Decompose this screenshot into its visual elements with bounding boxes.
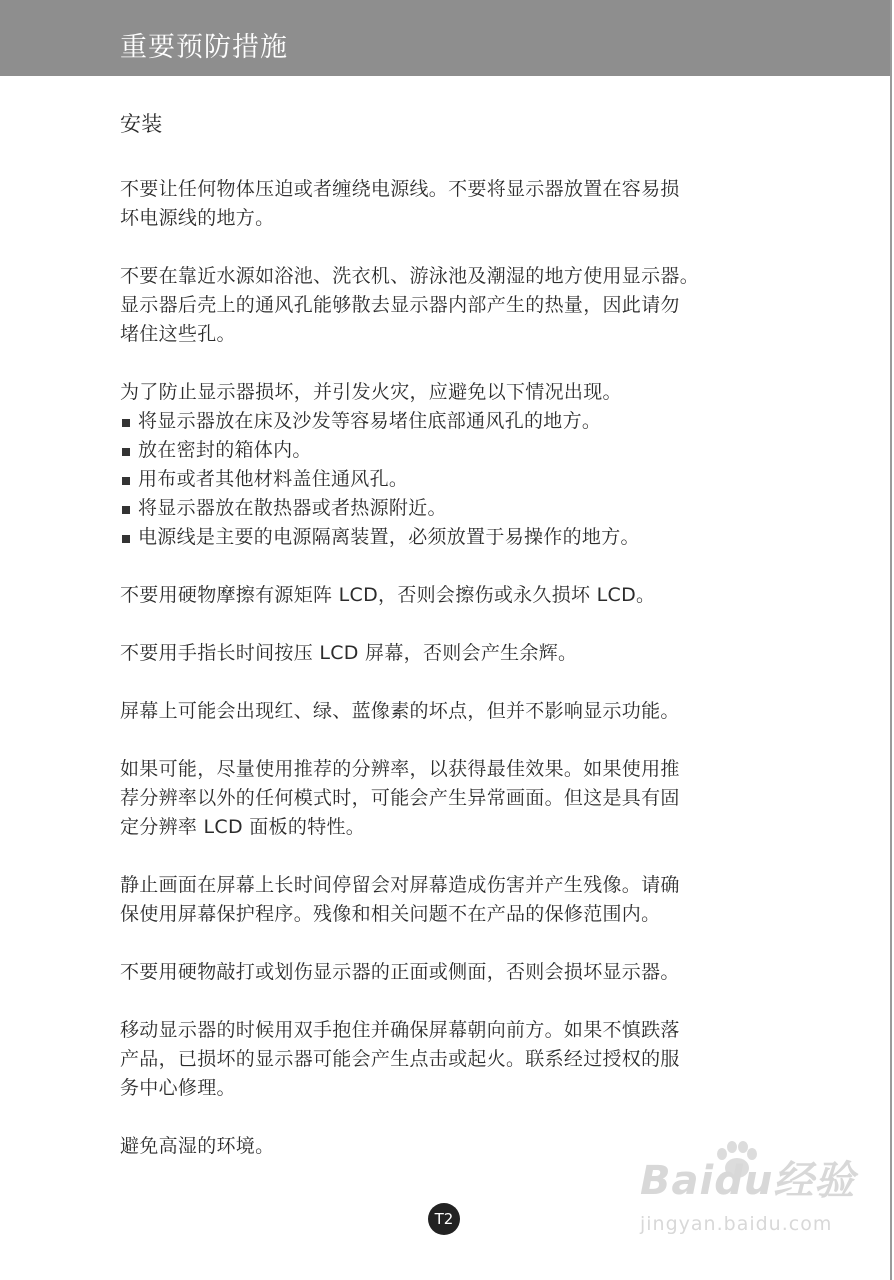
paragraph-power-cord: 不要让任何物体压迫或者缠绕电源线。不要将显示器放置在容易损 坏电源线的地方。 — [120, 178, 680, 229]
section-title: 安装 — [120, 112, 163, 136]
precaution-list — [120, 407, 780, 552]
list-item: 电源线是主要的电源隔离装置，必须放置于易操作的地方。 — [120, 523, 780, 552]
list-item: 将显示器放在散热器或者热源附近。 — [120, 494, 780, 523]
paragraph-lcd-scratch: 不要用硬物摩擦有源矩阵 LCD，否则会擦伤或永久损坏 LCD。 — [120, 584, 656, 606]
paragraph-moving: 移动显示器的时候用双手抱住并确保屏幕朝向前方。如果不慎跌落 产品，已损坏的显示器可能会产生点击或起火。联系经过授权的服 务中心修理。 — [120, 1019, 680, 1099]
watermark-url: jingyan.baidu.com — [640, 1213, 833, 1235]
right-edge-rule — [890, 0, 892, 1280]
paragraph-dead-pixels: 屏幕上可能会出现红、绿、蓝像素的坏点，但并不影响显示功能。 — [120, 700, 680, 722]
paragraph-humidity: 避免高湿的环境。 — [120, 1135, 275, 1157]
paragraph-lcd-press: 不要用手指长时间按压 LCD 屏幕，否则会产生余辉。 — [120, 642, 578, 664]
paragraph-image-retention: 静止画面在屏幕上长时间停留会对屏幕造成伤害并产生残像。请确 保使用屏幕保护程序。残像和相关问题不在产品的保修范围内。 — [120, 874, 680, 925]
page-header — [0, 0, 890, 76]
main-content — [120, 110, 780, 1190]
list-item: 用布或者其他材料盖住通风孔。 — [120, 465, 780, 494]
paragraph-hard-objects: 不要用硬物敲打或划伤显示器的正面或侧面，否则会损坏显示器。 — [120, 961, 680, 983]
paragraph-fire-intro: 为了防止显示器损坏，并引发火灾，应避免以下情况出现。 — [120, 381, 622, 403]
paragraph-resolution: 如果可能，尽量使用推荐的分辨率，以获得最佳效果。如果使用推 荐分辨率以外的任何模式时，可能会产生异常画面。但这是具有固 定分辨率 LCD 面板的特性。 — [120, 758, 680, 838]
page-number-badge: T2 — [428, 1203, 460, 1235]
list-item: 放在密封的箱体内。 — [120, 436, 780, 465]
list-item: 将显示器放在床及沙发等容易堵住底部通风孔的地方。 — [120, 407, 780, 436]
paragraph-water-vents: 不要在靠近水源如浴池、洗衣机、游泳池及潮湿的地方使用显示器。 显示器后壳上的通风孔能够散去显示器内部产生的热量，因此请勿 堵住这些孔。 — [120, 265, 700, 345]
watermark-logo: Baidu经验 — [640, 1158, 856, 1204]
page-title: 重要预防措施 — [120, 32, 288, 63]
